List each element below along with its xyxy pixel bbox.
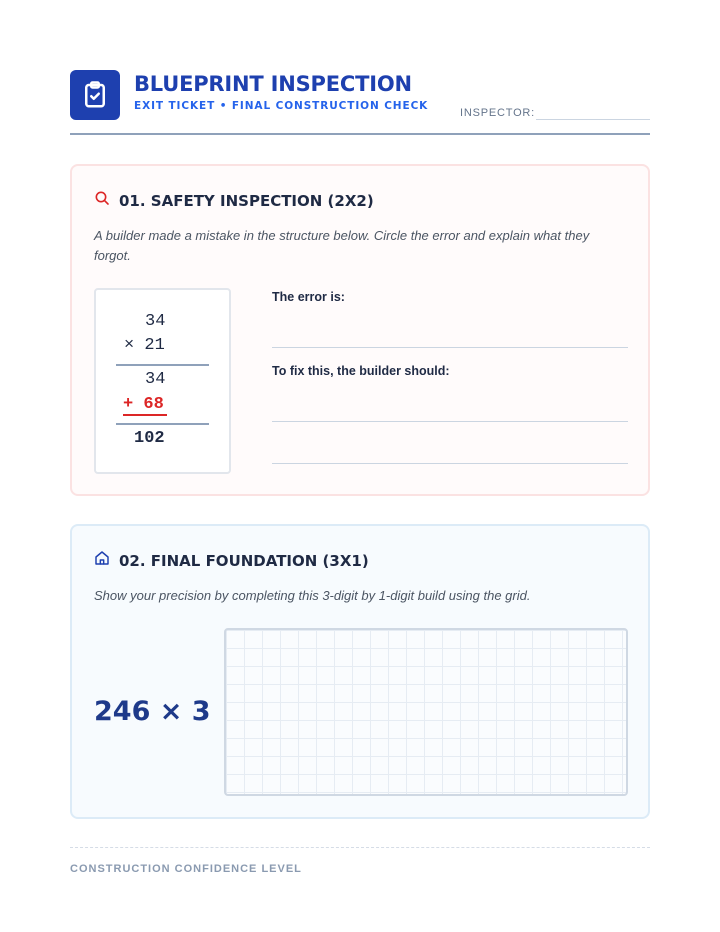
confidence-level-label: CONSTRUCTION CONFIDENCE LEVEL xyxy=(70,863,302,875)
section-header xyxy=(94,190,374,211)
header-divider xyxy=(70,133,650,135)
multiplication-problem xyxy=(94,288,231,474)
section-description: A builder made a mistake in the structure below. Circle the error and explain what they forgot. xyxy=(94,228,590,263)
section-header xyxy=(94,550,369,571)
fix-prompt: To fix this, the builder should: xyxy=(272,364,450,378)
section-title: 01. SAFETY INSPECTION (2X2) xyxy=(119,191,374,210)
calc-divider xyxy=(116,364,209,366)
multiplicand: 34 xyxy=(145,312,166,331)
page-title: BLUEPRINT INSPECTION xyxy=(134,72,412,96)
inspector-name-line[interactable] xyxy=(536,119,650,120)
home-icon xyxy=(94,550,110,571)
final-foundation-section xyxy=(70,524,650,819)
clipboard-check-icon xyxy=(70,70,120,120)
page-subtitle: EXIT TICKET • FINAL CONSTRUCTION CHECK xyxy=(134,100,429,112)
search-icon xyxy=(94,190,110,211)
error-prompt: The error is: xyxy=(272,290,345,304)
answer-line[interactable] xyxy=(272,347,628,348)
partial-product-1: 34 xyxy=(145,370,166,389)
product-result: 102 xyxy=(134,429,165,448)
section-description: Show your precision by completing this 3-digit by 1-digit build using the grid. xyxy=(94,588,531,603)
footer-divider xyxy=(70,847,650,848)
work-grid[interactable] xyxy=(224,628,628,796)
multiplier: × 21 xyxy=(124,336,165,355)
partial-product-2-error[interactable]: + 68 xyxy=(123,395,164,414)
inspector-label: INSPECTOR: xyxy=(460,107,536,119)
error-underline xyxy=(123,414,167,416)
answer-line[interactable] xyxy=(272,421,628,422)
safety-inspection-section xyxy=(70,164,650,496)
section-title: 02. FINAL FOUNDATION (3X1) xyxy=(119,551,369,570)
answer-line[interactable] xyxy=(272,463,628,464)
calc-divider xyxy=(116,423,209,425)
multiplication-expression: 246 × 3 xyxy=(94,696,211,727)
